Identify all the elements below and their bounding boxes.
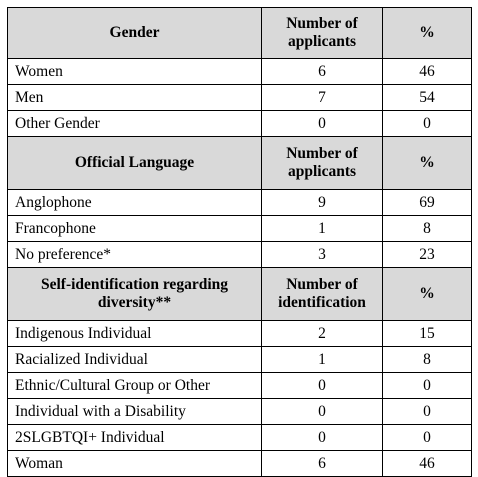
row-percent: 46 [383, 59, 472, 85]
row-count: 0 [262, 111, 383, 137]
row-percent: 0 [383, 373, 472, 399]
row-label: Other Gender [8, 111, 262, 137]
row-label: Women [8, 59, 262, 85]
row-label: 2SLGBTQI+ Individual [8, 425, 262, 451]
table-row [8, 347, 472, 373]
row-label: Men [8, 85, 262, 111]
column-header-category: Gender [8, 8, 262, 59]
row-count: 6 [262, 59, 383, 85]
row-label: Woman [8, 451, 262, 477]
row-count: 7 [262, 85, 383, 111]
table-row [8, 321, 472, 347]
row-label: Ethnic/Cultural Group or Other [8, 373, 262, 399]
table-row [8, 399, 472, 425]
row-label: Racialized Individual [8, 347, 262, 373]
row-count: 0 [262, 425, 383, 451]
row-percent: 8 [383, 347, 472, 373]
row-percent: 0 [383, 111, 472, 137]
table-row [8, 59, 472, 85]
applicant-statistics-table [7, 7, 472, 477]
row-count: 1 [262, 347, 383, 373]
table-header-row [8, 8, 472, 59]
row-percent: 23 [383, 242, 472, 268]
table-row [8, 190, 472, 216]
row-label: Indigenous Individual [8, 321, 262, 347]
table-row [8, 111, 472, 137]
row-label: Anglophone [8, 190, 262, 216]
table-row [8, 85, 472, 111]
table-header-row [8, 137, 472, 190]
column-header-category: Official Language [8, 137, 262, 190]
table-header-row [8, 268, 472, 321]
column-header-category: Self-identification regarding diversity** [8, 268, 262, 321]
row-count: 0 [262, 373, 383, 399]
row-count: 0 [262, 399, 383, 425]
row-count: 1 [262, 216, 383, 242]
row-count: 9 [262, 190, 383, 216]
column-header-count: Number of applicants [262, 8, 383, 59]
row-label: No preference* [8, 242, 262, 268]
column-header-percent: % [383, 8, 472, 59]
row-percent: 0 [383, 425, 472, 451]
row-percent: 69 [383, 190, 472, 216]
column-header-percent: % [383, 137, 472, 190]
row-percent: 0 [383, 399, 472, 425]
row-percent: 15 [383, 321, 472, 347]
table-row [8, 373, 472, 399]
table-row [8, 216, 472, 242]
row-percent: 8 [383, 216, 472, 242]
table-row [8, 242, 472, 268]
row-percent: 54 [383, 85, 472, 111]
row-percent: 46 [383, 451, 472, 477]
row-count: 6 [262, 451, 383, 477]
column-header-count: Number of applicants [262, 137, 383, 190]
table-row [8, 425, 472, 451]
row-label: Francophone [8, 216, 262, 242]
column-header-percent: % [383, 268, 472, 321]
row-count: 3 [262, 242, 383, 268]
row-count: 2 [262, 321, 383, 347]
column-header-count: Number of identification [262, 268, 383, 321]
table-row [8, 451, 472, 477]
row-label: Individual with a Disability [8, 399, 262, 425]
